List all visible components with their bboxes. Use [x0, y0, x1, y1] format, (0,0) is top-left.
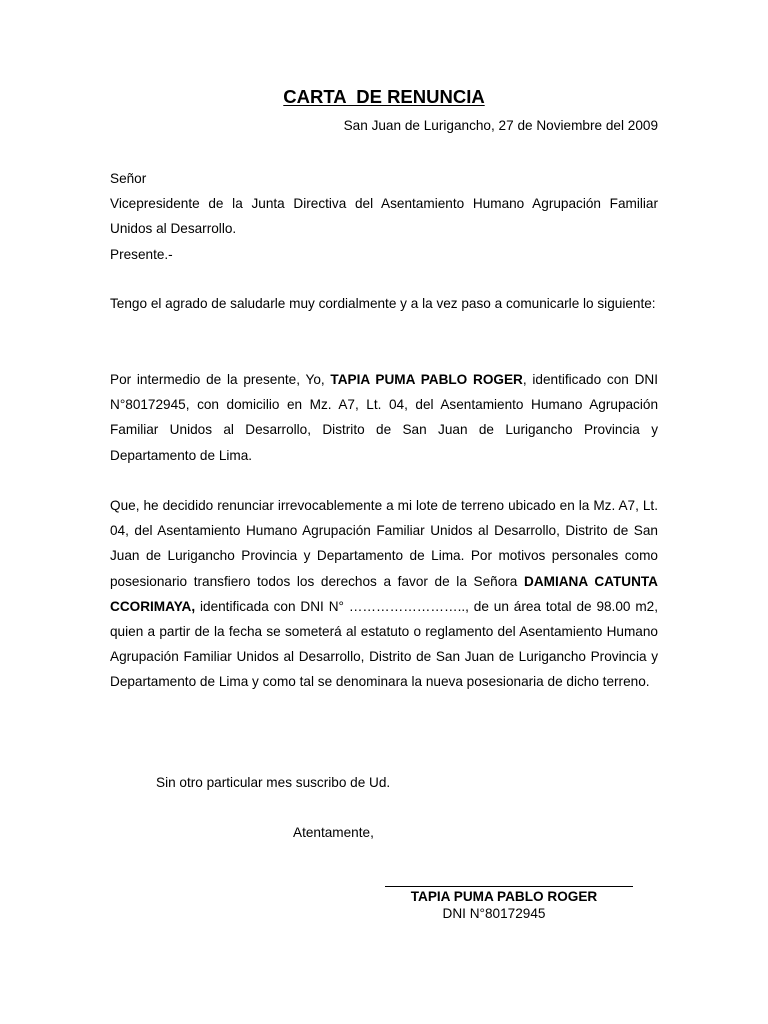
greeting-block — [110, 166, 658, 267]
paragraph-identification — [110, 367, 658, 468]
paragraph-renunciation — [110, 493, 658, 695]
para1-before-name: Por intermedio de la presente, Yo, — [110, 372, 331, 387]
para2-before-name: Que, he decidido renunciar irrevocablemente a mi lote de terreno ubicado en la Mz. A7, Lt. 04, del Asentamiento Humano Agrupación Familiar Unidos al Desarrollo, Distrito de San Juan de Lurigancho Provincia y Departamento de Lima. Por motivos personales como posesionario transfiero todos los derechos a favor de la Señora — [110, 498, 658, 589]
para2-after-name: identificada con DNI N° …………………….., de un área total de 98.00 m2, quien a partir de la fecha se someterá al estatuto o reglamento del Asentamiento Humano Agrupación Familiar Unidos al Desarrollo, Distrito de San Juan de Lurigancho Provincia y Departamento de Lima y como tal se denominara la nueva posesionaria de dicho terreno. — [110, 598, 658, 690]
presente: Presente.- — [110, 246, 173, 262]
salutation: Señor — [110, 171, 147, 186]
paragraph-identification-text — [110, 367, 658, 468]
atentamente: Atentamente, — [293, 825, 374, 840]
recipient: Vicepresidente de la Junta Directiva del Asentamiento Humano Agrupación Familiar Unidos al Desarrollo. — [110, 196, 658, 237]
signature-dni: DNI N°80172945 — [442, 906, 546, 921]
signature-name: TAPIA PUMA PABLO ROGER — [410, 889, 598, 904]
paragraph-renunciation-text — [110, 493, 658, 695]
letter-title: CARTA DE RENUNCIA — [283, 86, 485, 107]
para1-after-name: , identificado con DNI N°80172945, con domicilio en Mz. A7, Lt. 04, del Asentamiento Humano Agrupación Familiar Unidos al Desarrollo, Distrito de San Juan de Lurigancho Provincia y Departamento de Lima. — [110, 372, 658, 463]
signature-line — [385, 886, 633, 887]
closing-line: Sin otro particular mes suscribo de Ud. — [156, 775, 391, 790]
intro-paragraph: Tengo el agrado de saludarle muy cordialmente y a la vez paso a comunicarle lo siguiente: — [110, 296, 656, 311]
beneficiary-name: DAMIANA CATUNTA CCORIMAYA, — [110, 573, 658, 614]
author-name: TAPIA PUMA PABLO ROGER — [330, 372, 523, 387]
date-line: San Juan de Lurigancho, 27 de Noviembre del 2009 — [343, 118, 658, 133]
intro-block — [110, 291, 658, 316]
